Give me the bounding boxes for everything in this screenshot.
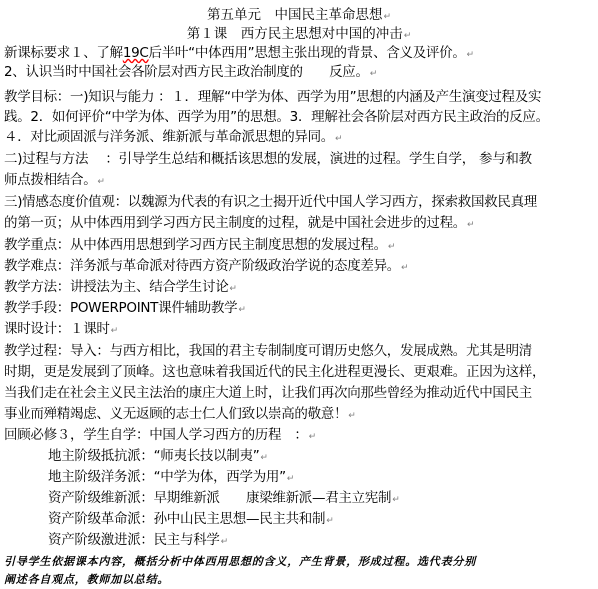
paragraph-mark: ↵	[387, 242, 396, 252]
process-line-4: 事业而殚精竭虑、义无返顾的志士仁人们致以崇高的敬意！↵	[4, 406, 356, 422]
paragraph-mark: ↵	[403, 31, 412, 41]
review-item: 地主阶级抵抗派：“师夷长技以制夷”↵	[48, 448, 268, 464]
paragraph-mark: ↵	[229, 284, 237, 294]
objectives-line-6: 三)情感态度价值观：以魏源为代表的有识之士揭开近代中国人学习西方，探索救国救民真理	[4, 194, 537, 210]
class-period: 课时设计：１课时↵	[4, 321, 118, 337]
process-line-1: 教学过程：导入：与西方相比，我国的君主专制制度可谓历史悠久，发展成熟。尤其是明清	[4, 343, 532, 359]
review-title: 回顾必修３，学生自学：中国人学习西方的历程 ：↵	[4, 427, 316, 443]
paragraph-mark: ↵	[286, 474, 295, 484]
paragraph-mark: ↵	[260, 453, 268, 463]
objectives-line-3: ４．对比顽固派与洋务派、维新派与革命派思想的异同。↵	[4, 129, 343, 145]
standards-line-1: 新课标要求１、了解19C后半叶“中体西用”思想主张出现的背景、含义及评价。↵	[4, 45, 474, 61]
review-item: 资产阶级维新派：早期维新派 康梁维新派—君主立宪制↵	[48, 490, 400, 506]
paragraph-mark: ↵	[466, 50, 474, 60]
objectives-line-4: 二)过程与方法 ：引导学生总结和概括该思想的发展，演进的过程。学生自学， 参与和教	[4, 151, 532, 167]
paragraph-mark: ↵	[383, 12, 392, 22]
difficulty: 教学难点：洋务派与革命派对待西方资产阶级政治学说的态度差异。↵	[4, 258, 409, 274]
standards-line-2: 2、认识当时中国社会各阶层对西方民主政治制度的 反应。↵	[4, 64, 377, 80]
teaching-means: 教学手段：POWERPOINT课件辅助教学↵	[4, 300, 246, 316]
paragraph-mark: ↵	[308, 432, 316, 442]
guide-line-1: 引导学生依据课本内容，概括分析中体西用思想的含义，产生背景，形成过程。选代表分别	[4, 555, 476, 568]
lesson-title: 第１课 西方民主思想对中国的冲击↵	[186, 26, 412, 42]
paragraph-mark: ↵	[348, 411, 356, 421]
paragraph-mark: ↵	[467, 220, 475, 230]
review-item: 资产阶级革命派：孙中山民主思想—民主共和制↵	[48, 511, 334, 527]
paragraph-mark: ↵	[326, 516, 334, 526]
paragraph-mark: ↵	[220, 537, 228, 547]
century-text: 19C	[122, 45, 149, 61]
paragraph-mark: ↵	[238, 305, 246, 315]
process-line-2: 时期，更是发展到了顶峰。这也意味着我国近代的民主化进程更漫长、更艰难。正因为这样，	[4, 364, 546, 380]
paragraph-mark: ↵	[369, 69, 377, 79]
teaching-method: 教学方法：讲授法为主、结合学生讨论↵	[4, 279, 237, 295]
key-point: 教学重点：从中体西用思想到学习西方民主制度思想的发展过程。↵	[4, 237, 396, 253]
objectives-line-5: 师点拨相结合。↵	[4, 172, 105, 188]
review-item: 资产阶级激进派：民主与科学↵	[48, 532, 228, 548]
objectives-line-2: 践。2．如何评价“中学为体、西学为用”的思想。3．理解社会各阶层对西方民主政治的反应。	[4, 109, 549, 125]
paragraph-mark: ↵	[392, 495, 400, 505]
review-item: 地主阶级洋务派：“中学为体，西学为用”↵	[48, 469, 295, 485]
unit-title: 第五单元 中国民主革命思想↵	[206, 7, 392, 23]
guide-line-2: 阐述各自观点，教师加以总结。	[4, 573, 170, 586]
objectives-line-7: 的第一页；从中体西用到学习西方民主制度的过程，就是中国社会进步的过程。↵	[4, 215, 475, 231]
objectives-line-1: 教学目标：一)知识与能力 ：１．理解“中学为体、西学为用”思想的内涵及产生演变过程及实	[4, 89, 542, 105]
paragraph-mark: ↵	[335, 134, 343, 144]
paragraph-mark: ↵	[401, 263, 409, 273]
process-line-3: 当我们走在社会主义民主法治的康庄大道上时，让我们再次向那些曾经为推动近代中国民主	[4, 385, 532, 401]
paragraph-mark: ↵	[97, 177, 105, 187]
paragraph-mark: ↵	[110, 326, 118, 336]
